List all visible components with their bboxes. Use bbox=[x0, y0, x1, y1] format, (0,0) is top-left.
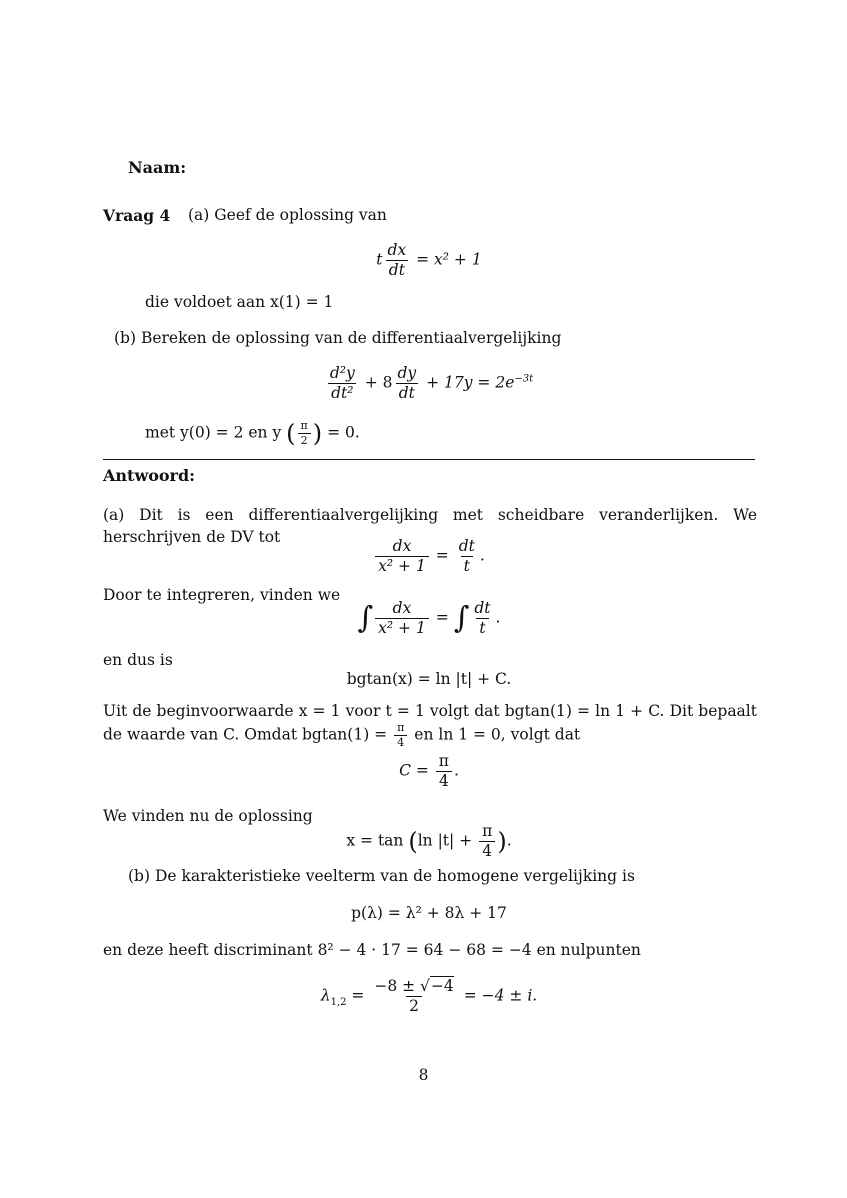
eq-end: . bbox=[495, 608, 501, 627]
eq-sign: = bbox=[435, 546, 449, 565]
question-a-equation bbox=[103, 242, 755, 279]
answer-equation-5 bbox=[103, 823, 755, 860]
p4-den: 4 bbox=[394, 735, 407, 749]
question-a-intro: (a) Geef de oplossing van bbox=[188, 206, 387, 224]
answer-paragraph-3: en dus is bbox=[103, 651, 173, 669]
answer-equation-6: p(λ) = λ² + 8λ + 17 bbox=[351, 904, 507, 922]
answer-equation-3: bgtan(x) = ln |t| + C. bbox=[346, 670, 512, 688]
eq-subscript: 1,2 bbox=[330, 996, 347, 1008]
integral-sign: ∫ bbox=[357, 600, 374, 636]
question-b-condition bbox=[145, 420, 360, 447]
paren-open: ( bbox=[408, 827, 418, 856]
cond-pre: met y(0) = 2 en y bbox=[145, 423, 282, 442]
paren-close: ) bbox=[497, 827, 507, 856]
eq-dxdt-fraction bbox=[385, 242, 410, 279]
question-label: Vraag 4 bbox=[103, 206, 171, 225]
eq-lambda: λ bbox=[320, 986, 331, 1005]
eq-den: x² + 1 bbox=[375, 556, 429, 576]
integral-sign: ∫ bbox=[453, 600, 470, 636]
eq-exponent: −3t bbox=[514, 373, 534, 385]
eq-den: t bbox=[476, 618, 488, 638]
eq-left-fraction bbox=[375, 600, 429, 637]
eq-num-pre: −8 ± √ bbox=[374, 977, 430, 995]
question-a-condition: die voldoet aan x(1) = 1 bbox=[145, 293, 334, 311]
eq-den: dt² bbox=[328, 383, 356, 403]
eq-sign: = bbox=[351, 986, 365, 1005]
eq-lhs: C = bbox=[399, 761, 429, 780]
p4-num: π bbox=[397, 721, 405, 734]
eq-rhs: = −4 ± i. bbox=[463, 986, 538, 1005]
eq-dy-fraction bbox=[394, 365, 419, 402]
eq-den: t bbox=[461, 556, 473, 576]
eq-num: dt bbox=[458, 537, 475, 555]
eq-fraction bbox=[479, 823, 495, 860]
eq-den: 4 bbox=[479, 841, 495, 861]
eq-num bbox=[371, 978, 456, 996]
answer-equation-2 bbox=[103, 600, 755, 637]
eq-end: . bbox=[479, 546, 485, 565]
eq-den: 4 bbox=[436, 771, 452, 791]
answer-paragraph-6: (b) De karakteristieke veelterm van de homogene vergelijking is bbox=[128, 867, 635, 885]
eq-num: π bbox=[482, 822, 493, 840]
eq-end: . bbox=[453, 761, 459, 780]
eq-inner: ln |t| + bbox=[417, 831, 473, 850]
cond-den: 2 bbox=[298, 433, 311, 447]
name-label: Naam: bbox=[128, 158, 187, 177]
answer-paragraph-2: Door te integreren, vinden we bbox=[103, 586, 341, 604]
p4-fraction bbox=[394, 722, 407, 749]
answer-equation-1 bbox=[103, 538, 755, 575]
paren-close: ) bbox=[312, 419, 323, 448]
eq-left-fraction bbox=[375, 538, 429, 575]
answer-paragraph-4 bbox=[103, 700, 757, 749]
p4-text-b: en ln 1 = 0, volgt dat bbox=[414, 725, 581, 744]
eq-fraction bbox=[436, 753, 452, 790]
eq-num: π bbox=[438, 752, 449, 770]
answer-equation-4 bbox=[103, 753, 755, 790]
eq-mid: + 17y = 2e bbox=[426, 373, 515, 392]
answer-equation-7 bbox=[103, 978, 755, 1015]
eq-right-fraction bbox=[456, 538, 478, 575]
p4-text-a: Uit de beginvoorwaarde x = 1 voor t = 1 volgt dat bgtan(1) = ln 1 + C. Dit bepaalt de waarde van C. Omdat bgtan(1) = bbox=[103, 702, 757, 744]
eq-radicand: −4 bbox=[430, 977, 454, 995]
question-b-equation bbox=[103, 365, 755, 402]
answer-heading: Antwoord: bbox=[103, 466, 196, 485]
eq-fraction bbox=[371, 978, 456, 1015]
answer-paragraph-5: We vinden nu de oplossing bbox=[103, 807, 313, 825]
eq-den: dt bbox=[396, 383, 418, 403]
eq-num: dx bbox=[387, 241, 407, 259]
eq-den: x² + 1 bbox=[375, 618, 429, 638]
cond-post: = 0. bbox=[327, 423, 360, 442]
eq-mid: + 8 bbox=[364, 373, 393, 392]
eq-num: dt bbox=[474, 599, 491, 617]
eq-num: dy bbox=[397, 364, 417, 382]
eq-den: dt bbox=[386, 260, 408, 280]
answer-paragraph-7: en deze heeft discriminant 8² − 4 · 17 = 64 − 68 = −4 en nulpunten bbox=[103, 941, 641, 959]
eq-right: = x² + 1 bbox=[416, 250, 482, 269]
eq-d2y-fraction bbox=[327, 365, 358, 402]
eq-num: dx bbox=[392, 599, 412, 617]
cond-num: π bbox=[300, 419, 308, 432]
question-b-intro: (b) Bereken de oplossing van de differentiaalvergelijking bbox=[114, 329, 562, 347]
eq-right-fraction bbox=[471, 600, 493, 637]
cond-fraction bbox=[298, 420, 311, 447]
eq-t: t bbox=[376, 250, 383, 269]
page-number: 8 bbox=[418, 1066, 429, 1084]
eq-den: 2 bbox=[406, 996, 422, 1016]
answer-paragraph-1: (a) Dit is een differentiaalvergelijking met scheidbare veranderlijken. We herschrijven de DV tot bbox=[103, 506, 757, 546]
section-divider bbox=[103, 459, 755, 460]
eq-num: d²y bbox=[329, 364, 355, 382]
eq-end: . bbox=[506, 831, 512, 850]
paren-open: ( bbox=[286, 419, 296, 448]
eq-pre: x = tan bbox=[346, 831, 404, 850]
eq-sign: = bbox=[435, 608, 449, 627]
eq-num: dx bbox=[392, 537, 412, 555]
